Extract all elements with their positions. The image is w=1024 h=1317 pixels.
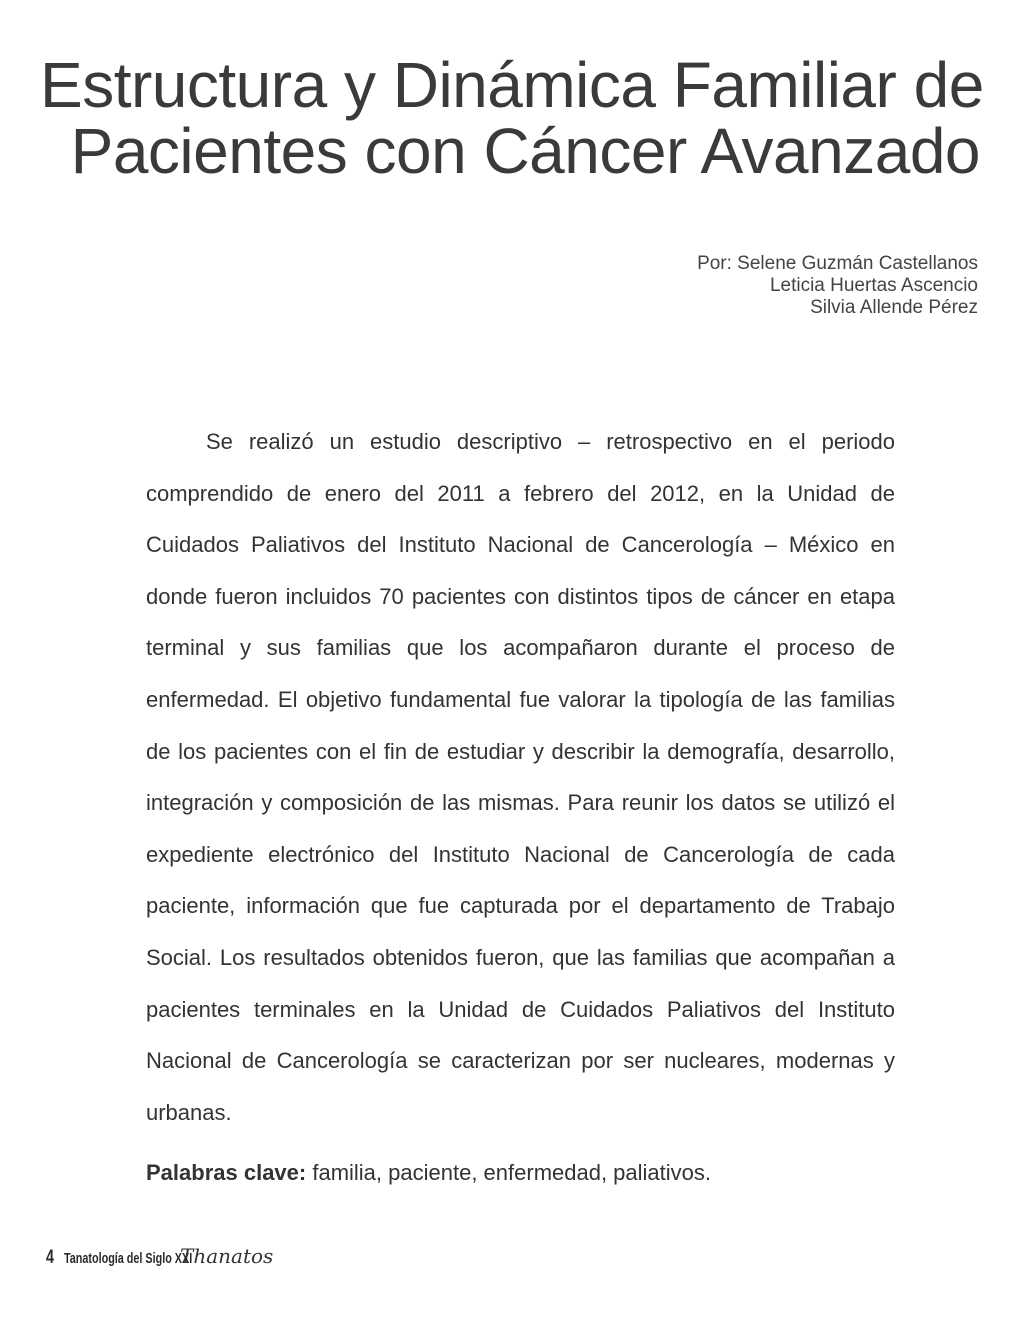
page-number: 4 bbox=[46, 1247, 54, 1268]
journal-name: Tanatología del Siglo XXI bbox=[64, 1250, 193, 1267]
keywords-text: familia, paciente, enfermedad, paliativos. bbox=[306, 1160, 712, 1185]
author-3: Silvia Allende Pérez bbox=[810, 297, 978, 318]
page-footer bbox=[46, 1244, 273, 1274]
article-title-line-2: Pacientes con Cáncer Avanzado bbox=[70, 115, 980, 187]
keywords-label: Palabras clave: bbox=[146, 1160, 307, 1185]
author-list bbox=[697, 253, 978, 319]
author-2: Leticia Huertas Ascencio bbox=[769, 275, 978, 296]
article-title bbox=[40, 49, 984, 187]
keywords bbox=[146, 1158, 906, 1188]
abstract-paragraph: Se realizó un estudio descriptivo – retrospectivo en el periodo comprendido de enero del 2011 a febrero del 2012, en la Unidad de Cuidados Paliativos del Instituto Nacional de Cancerología – México en donde fueron incluidos 70 pacientes con distintos tipos de cáncer en etapa terminal y sus familias que los acompañaron durante el proceso de enfermedad. El objetivo fundamental fue valorar la tipología de las familias de los pacientes con el fin de estudiar y describir la demografía, desarrollo, integración y composición de las mismas. Para reunir los datos se utilizó el expediente electrónico del Instituto Nacional de Cancerología de cada paciente, información que fue capturada por el departamento de Trabajo Social. Los resultados obtenidos fueron, que las familias que acompañan a pacientes terminales en la Unidad de Cuidados Paliativos del Instituto Nacional de Cancerología se caracterizan por ser nucleares, modernas y urbanas. bbox=[146, 429, 895, 1125]
article-title-line-1: Estructura y Dinámica Familiar de bbox=[40, 49, 984, 121]
thanatos-logo: Thanatos bbox=[180, 1244, 274, 1268]
author-1: Por: Selene Guzmán Castellanos bbox=[697, 253, 978, 274]
